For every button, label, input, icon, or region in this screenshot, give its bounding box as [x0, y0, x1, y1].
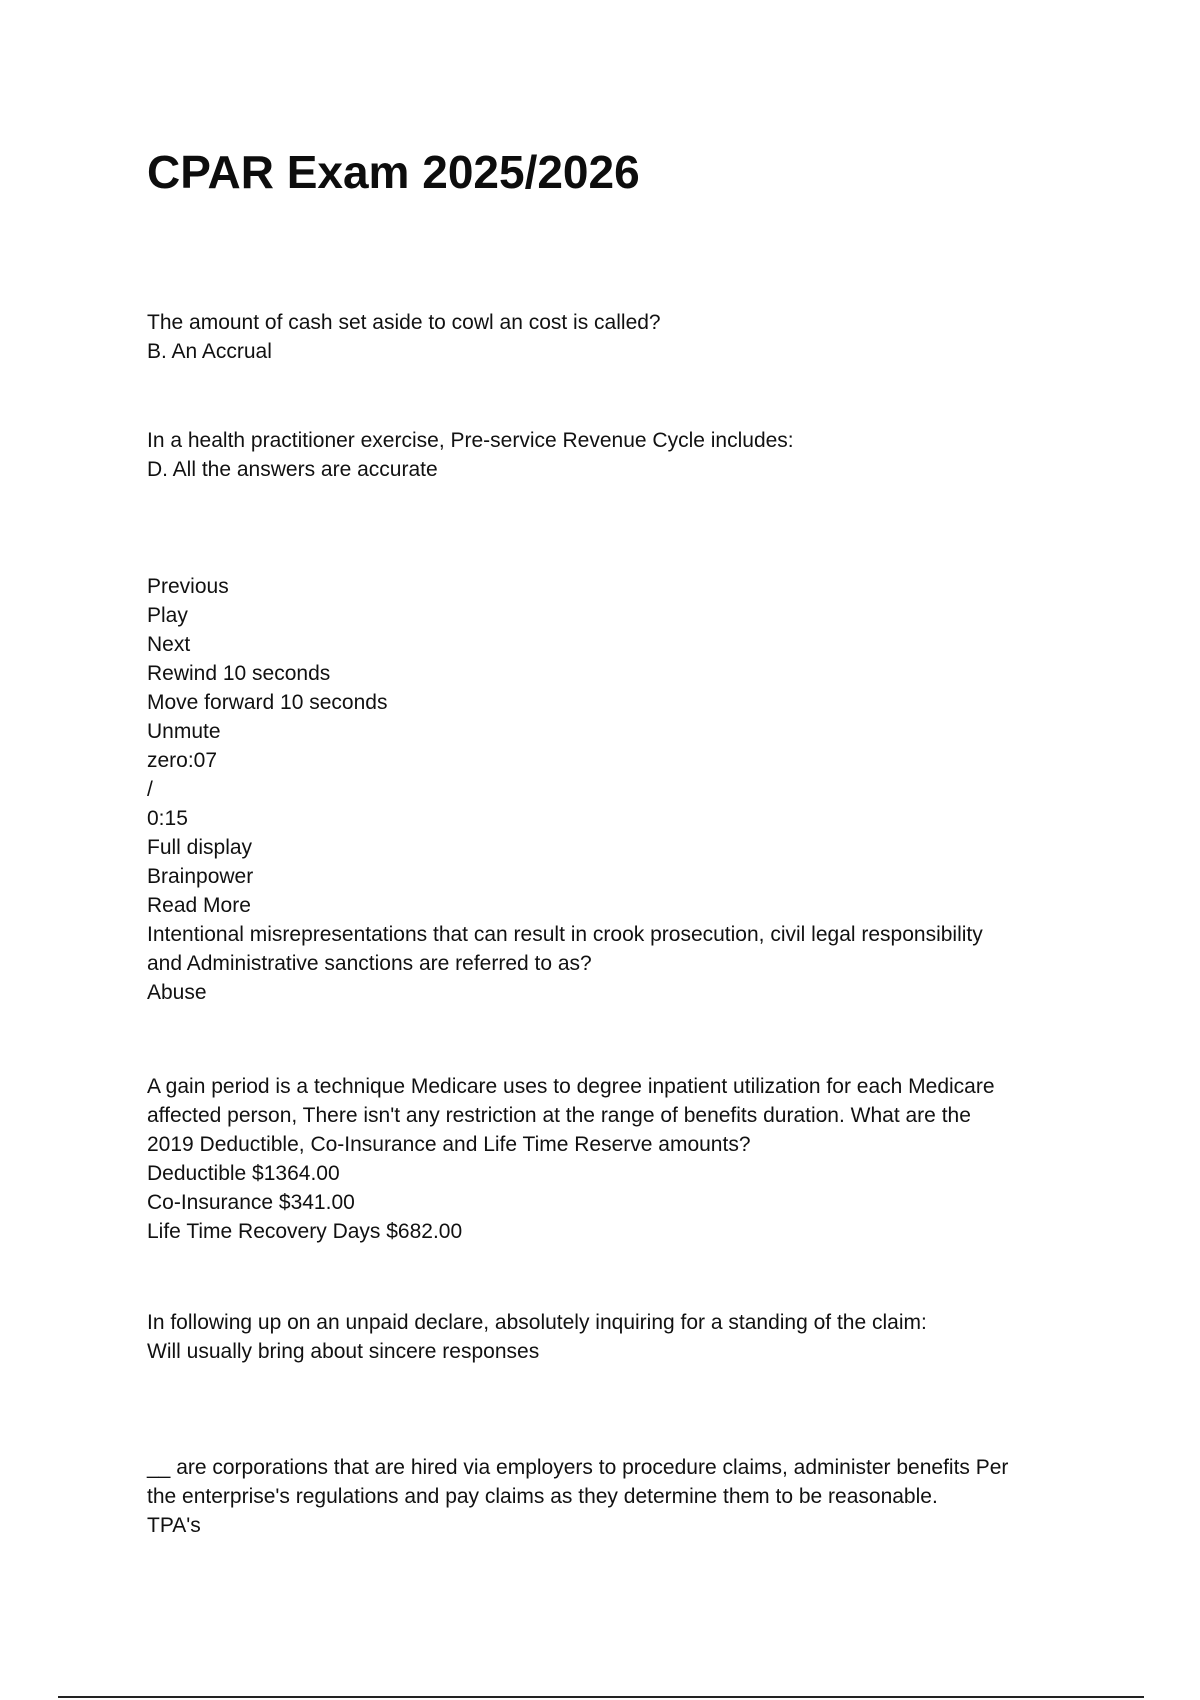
page-title: CPAR Exam 2025/2026 [147, 146, 640, 198]
question-block-1 [147, 308, 1067, 366]
question-text: affected person, There isn't any restriction at the range of benefits duration. What are the [147, 1104, 971, 1127]
question-text: In a health practitioner exercise, Pre-service Revenue Cycle includes: [147, 429, 794, 452]
answer-text: Co-Insurance $341.00 [147, 1191, 355, 1214]
current-time: zero:07 [147, 749, 218, 772]
read-more-link[interactable]: Read More [147, 894, 251, 917]
duration: 0:15 [147, 807, 188, 830]
answer-text: Abuse [147, 981, 207, 1004]
question-text: __ are corporations that are hired via employers to procedure claims, administer benefits Per [147, 1456, 1009, 1479]
question-block-5 [147, 1308, 1067, 1366]
question-block-6 [147, 1453, 1067, 1540]
rewind-button[interactable]: Rewind 10 seconds [147, 662, 331, 685]
previous-button[interactable]: Previous [147, 575, 229, 598]
question-text: In following up on an unpaid declare, absolutely inquiring for a standing of the claim: [147, 1311, 927, 1334]
brand-link[interactable]: Brainpower [147, 865, 254, 888]
answer-text: Deductible $1364.00 [147, 1162, 340, 1185]
question-block-2 [147, 426, 1067, 484]
question-text: and Administrative sanctions are referred to as? [147, 952, 592, 975]
next-button[interactable]: Next [147, 633, 191, 656]
answer-text: B. An Accrual [147, 340, 272, 363]
fullscreen-button[interactable]: Full display [147, 836, 253, 859]
forward-button[interactable]: Move forward 10 seconds [147, 691, 388, 714]
question-block-4 [147, 1072, 1067, 1246]
time-separator: / [147, 778, 153, 801]
footer-divider [58, 1696, 1144, 1698]
question-text: The amount of cash set aside to cowl an cost is called? [147, 311, 661, 334]
answer-text: Will usually bring about sincere responses [147, 1340, 540, 1363]
answer-text: D. All the answers are accurate [147, 458, 438, 481]
question-text: Intentional misrepresentations that can result in crook prosecution, civil legal responsibility [147, 923, 983, 946]
question-text: 2019 Deductible, Co-Insurance and Life Time Reserve amounts? [147, 1133, 751, 1156]
answer-text: Life Time Recovery Days $682.00 [147, 1220, 463, 1243]
unmute-button[interactable]: Unmute [147, 720, 221, 743]
question-text: A gain period is a technique Medicare uses to degree inpatient utilization for each Medicare [147, 1075, 995, 1098]
answer-text: TPA's [147, 1514, 201, 1537]
play-button[interactable]: Play [147, 604, 188, 627]
question-text: the enterprise's regulations and pay claims as they determine them to be reasonable. [147, 1485, 938, 1508]
video-player-controls-text [147, 572, 1067, 1007]
